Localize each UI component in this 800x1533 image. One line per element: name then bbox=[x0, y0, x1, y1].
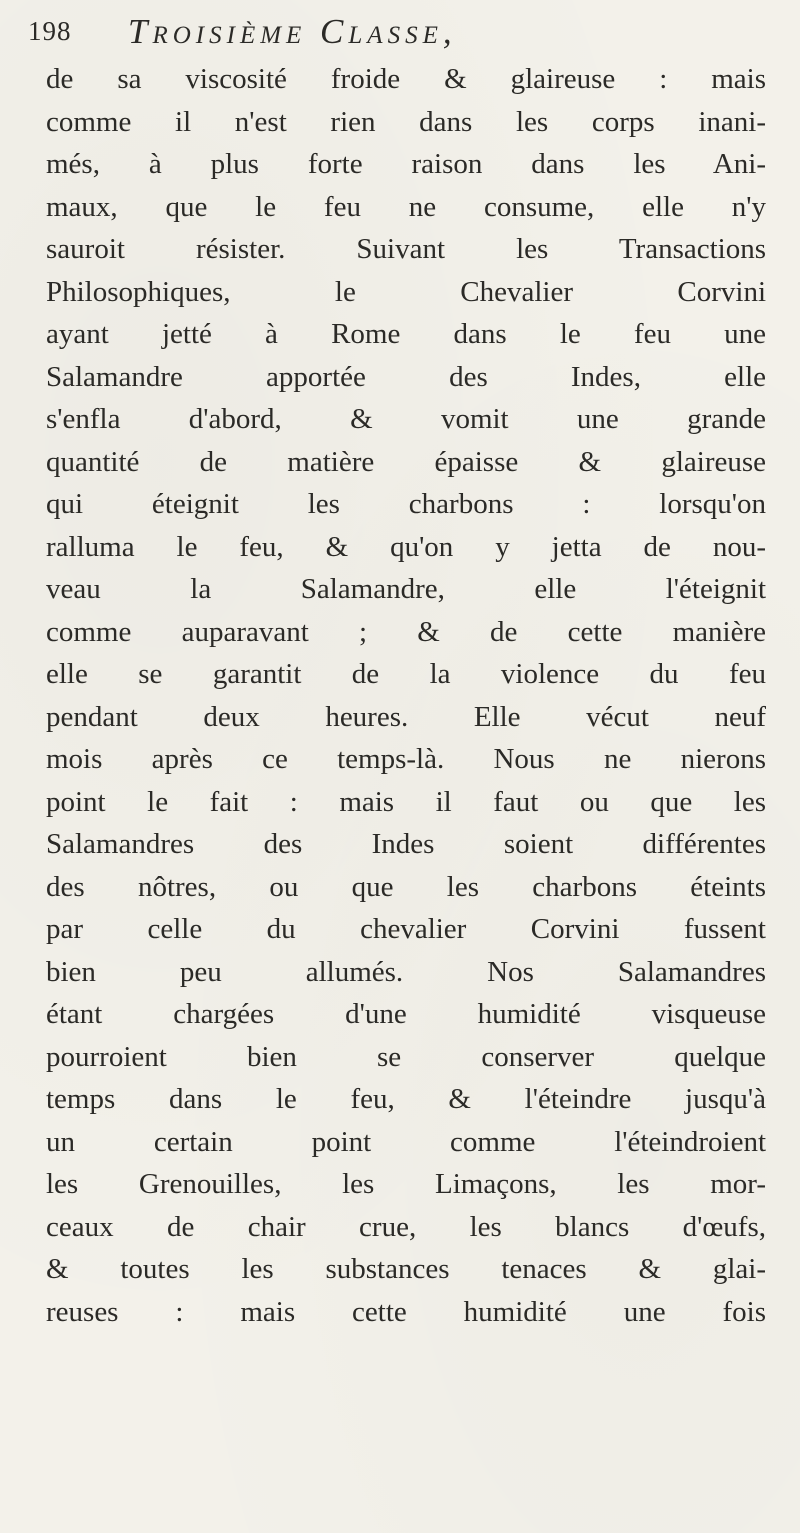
text-line: Philosophiques, le Chevalier Corvini bbox=[46, 275, 766, 308]
text-line: un certain point comme l'éteindroient bbox=[46, 1125, 766, 1158]
page-number: 198 bbox=[28, 16, 72, 46]
text-line: point le fait : mais il faut ou que les bbox=[46, 785, 766, 818]
text-line: & toutes les substances tenaces & glai- bbox=[46, 1253, 766, 1285]
text-line: sauroit résister. Suivant les Transactions bbox=[46, 233, 766, 265]
text-line: Salamandres des Indes soient différentes bbox=[46, 828, 766, 860]
text-line: étant chargées d'une humidité visqueuse bbox=[46, 998, 766, 1030]
text-line: ceaux de chair crue, les blancs d'œufs, bbox=[46, 1210, 766, 1243]
text-line: maux, que le feu ne consume, elle n'y bbox=[46, 190, 766, 223]
text-line: ayant jetté à Rome dans le feu une bbox=[46, 318, 766, 350]
body-text bbox=[46, 58, 766, 1333]
text-line: pourroient bien se conserver quelque bbox=[46, 1040, 766, 1073]
text-line: les Grenouilles, les Limaçons, les mor- bbox=[46, 1168, 766, 1200]
text-line: més, à plus forte raison dans les Ani- bbox=[46, 148, 766, 180]
text-line: bien peu allumés. Nos Salamandres bbox=[46, 955, 766, 988]
text-line: de sa viscosité froide & glaireuse : mais bbox=[46, 63, 766, 95]
page-header bbox=[28, 12, 788, 58]
running-title: Troisième Classe, bbox=[128, 12, 457, 51]
text-line: Salamandre apportée des Indes, elle bbox=[46, 360, 766, 393]
text-line: temps dans le feu, & l'éteindre jusqu'à bbox=[46, 1083, 766, 1115]
text-line: veau la Salamandre, elle l'éteignit bbox=[46, 573, 766, 605]
text-line: quantité de matière épaisse & glaireuse bbox=[46, 445, 766, 478]
text-line: qui éteignit les charbons : lorsqu'on bbox=[46, 488, 766, 520]
text-line: des nôtres, ou que les charbons éteints bbox=[46, 870, 766, 903]
text-line: s'enfla d'abord, & vomit une grande bbox=[46, 403, 766, 435]
text-line: pendant deux heures. Elle vécut neuf bbox=[46, 700, 766, 733]
text-line: par celle du chevalier Corvini fussent bbox=[46, 913, 766, 945]
text-line: comme auparavant ; & de cette manière bbox=[46, 615, 766, 648]
text-line: ralluma le feu, & qu'on y jetta de nou- bbox=[46, 530, 766, 563]
text-line: mois après ce temps-là. Nous ne nierons bbox=[46, 743, 766, 775]
text-line: elle se garantit de la violence du feu bbox=[46, 658, 766, 690]
text-line: comme il n'est rien dans les corps inani- bbox=[46, 105, 766, 138]
text-line: reuses : mais cette humidité une fois bbox=[46, 1295, 766, 1328]
